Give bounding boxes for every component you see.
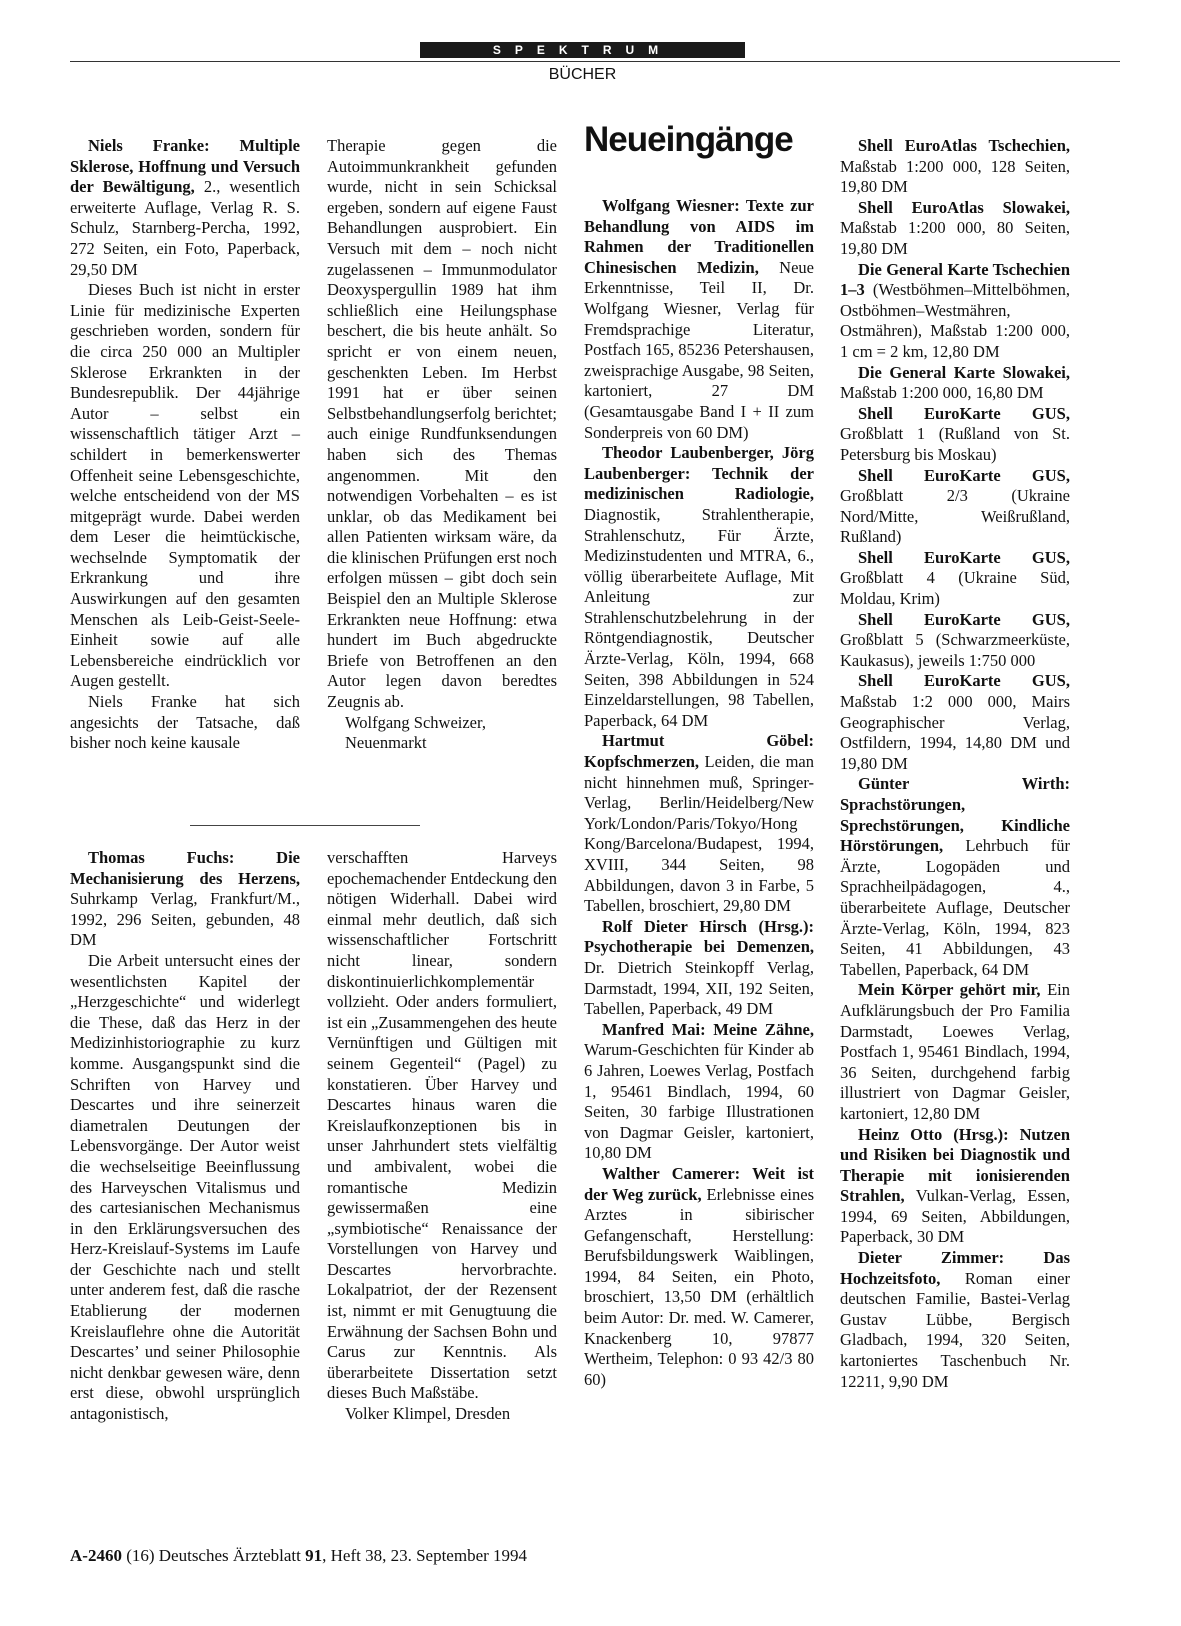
book-entry bbox=[840, 260, 1070, 363]
book-entry-title: Günter Wirth: Sprachstörungen, Sprechstörungen, Kindliche Hörstörungen, bbox=[840, 774, 1070, 856]
book-entry-details: Maßstab 1:2 000 000, Mairs Geographischer Verlag, Ostfildern, 1994, 14,80 DM und 19,80 DM bbox=[840, 692, 1070, 773]
page-number: A-2460 bbox=[70, 1546, 122, 1565]
book-entry-title: Die General Karte Slowakei, bbox=[858, 362, 1070, 382]
book-entry-title: Shell EuroKarte GUS, bbox=[858, 403, 1070, 423]
book-entry-title: Hartmut Göbel: Kopfschmerzen, bbox=[584, 731, 814, 772]
book-entry-details: Großblatt 5 (Schwarzmeerküste, Kaukasus), jeweils 1:750 000 bbox=[840, 630, 1070, 670]
review-separator bbox=[190, 825, 420, 826]
book-entry-details: Großblatt 2/3 (Ukraine Nord/Mitte, Weißrußland, Rußland) bbox=[840, 486, 1070, 547]
book-entry-title: Manfred Mai: Meine Zähne, bbox=[602, 1019, 814, 1039]
book-entry bbox=[840, 774, 1070, 980]
book-entry-details: Großblatt 4 (Ukraine Süd, Moldau, Krim) bbox=[840, 568, 1070, 609]
book-entry-details: Ein Aufklärungsbuch der Pro Familia Darmstadt, Loewes Verlag, Postfach 1, 95461 Bindlach, 1994, 36 Seiten, durchgehend farbig illustriert von Dagmar Geisler, kartoniert, 12,80 DM bbox=[840, 980, 1070, 1123]
book-entry bbox=[840, 980, 1070, 1124]
book-entry bbox=[840, 136, 1070, 198]
book-entry-details: Maßstab 1:200 000, 128 Seiten, 19,80 DM bbox=[840, 156, 1070, 197]
page-footer bbox=[70, 1546, 527, 1566]
review-2-col-a bbox=[70, 848, 300, 1425]
page-heading: Neueingänge bbox=[584, 120, 793, 159]
book-entry bbox=[840, 1125, 1070, 1249]
book-entry-details: Roman einer deutschen Familie, Bastei-Verlag Gustav Lübbe, Bergisch Gladbach, 1994, 320 Seiten, kartoniertes Taschenbuch Nr. 12211, 9,90 DM bbox=[840, 1268, 1070, 1391]
book-entry-title: Shell EuroKarte GUS, bbox=[858, 547, 1070, 567]
new-arrivals-col-4 bbox=[840, 136, 1070, 1392]
book-entry-title: Mein Körper gehört mir, bbox=[858, 980, 1041, 1000]
book-entry-title: Shell EuroKarte GUS, bbox=[858, 465, 1070, 485]
book-entry bbox=[840, 1248, 1070, 1392]
review-2-citation bbox=[70, 848, 300, 951]
book-entry bbox=[840, 198, 1070, 260]
book-entry-details: (Westböhmen–Mittelböhmen, Ostböhmen–Westmähren, Ostmähren), Maßstab 1:200 000, 1 cm = 2 km, 12,80 DM bbox=[840, 280, 1070, 361]
book-entry-title: Rolf Dieter Hirsch (Hrsg.): Psychotherapie bei Demenzen, bbox=[584, 916, 814, 957]
book-entry-details: Vulkan-Verlag, Essen, 1994, 69 Seiten, Abbildungen, Paperback, 30 DM bbox=[840, 1186, 1070, 1247]
review-1-col-a bbox=[70, 136, 300, 754]
book-entry bbox=[584, 1164, 814, 1391]
book-entry-details: Maßstab 1:200 000, 16,80 DM bbox=[840, 383, 1044, 403]
book-entry bbox=[840, 363, 1070, 404]
review-2-title: Thomas Fuchs: Die Mechanisierung des Herzens, bbox=[70, 848, 300, 888]
book-entry-details: Lehrbuch für Ärzte, Logopäden und Sprachheilpädagogen, 4., überarbeitete Auflage, Deutscher Ärzte-Verlag, Köln, 1994, 823 Seiten, 41 Abbildungen, 43 Tabellen, Paperback, 64 DM bbox=[840, 836, 1070, 979]
book-entry-title: Shell EuroKarte GUS, bbox=[858, 609, 1070, 629]
review-1-signature-place: Neuenmarkt bbox=[345, 733, 427, 753]
footer-issue-date: , Heft 38, 23. September 1994 bbox=[322, 1546, 528, 1565]
book-entry bbox=[584, 196, 814, 443]
review-1-signature: Wolfgang Schweizer, bbox=[345, 712, 486, 732]
book-entry bbox=[840, 671, 1070, 774]
section-banner: SPEKTRUM bbox=[420, 42, 745, 58]
review-1-title: Niels Franke: Multiple Sklerose, Hoffnung und Versuch der Bewältigung, bbox=[70, 136, 300, 197]
book-entry-title: Theodor Laubenberger, Jörg Laubenberger: Technik der medizinischen Radiologie, bbox=[584, 443, 814, 504]
book-entry-title: Walther Camerer: Weit ist der Weg zurück, bbox=[584, 1163, 814, 1204]
book-entry bbox=[840, 610, 1070, 672]
book-entry-details: Diagnostik, Strahlentherapie, Strahlenschutz, Für Ärzte, Medizinstudenten und MTRA, 6., völlig überarbeitete Auflage, Mit Anleitung zur Strahlenschutzbelehrung in der Röntgendiagnostik, Deutscher Ärzte-Verlag, Köln, 1994, 668 Seiten, 398 Abbildungen in 524 Einzeldarstellungen, 98 Tabellen, Paperback, 64 DM bbox=[584, 504, 814, 730]
book-entry bbox=[840, 548, 1070, 610]
footer-journal: (16) Deutsches Ärzteblatt bbox=[121, 1546, 306, 1565]
review-1-paragraph: Niels Franke hat sich angesichts der Tatsache, daß bisher noch keine kausale bbox=[70, 692, 300, 753]
new-arrivals-col-3 bbox=[584, 196, 814, 1390]
book-entry bbox=[584, 1020, 814, 1164]
book-entry-title: Die General Karte Tschechien 1–3 bbox=[840, 259, 1070, 300]
book-entry-details: Neue Erkenntnisse, Teil II, Dr. Wolfgang Wiesner, Verlag für Fremdsprachige Literatur, Postfach 165, 85236 Petershausen, zweisprachige Ausgabe, 98 Seiten, kartoniert, 27 DM (Gesamtausgabe Band I + II zum Sonderpreis von 60 DM) bbox=[584, 257, 814, 442]
review-1-meta: 2., wesentlich erweiterte Auflage, Verlag R. S. Schulz, Starnberg-Percha, 1992, 272 Seiten, ein Foto, Paperback, 29,50 DM bbox=[70, 177, 300, 279]
review-1-col-b bbox=[327, 136, 557, 754]
review-2-paragraph-continued: verschafften Harveys epochemachender Entdeckung den nötigen Widerhall. Dabei wird einmal mehr deutlich, daß sich wissenschaftlicher Fortschritt nicht linear, sondern diskontinuierlichkomplementär vollzieht. Oder anders formuliert, ist ein „Zusammengehen des heute Vernünftigen und Gültigen mit seinem Gegenteil“ (Pagel) zu konstatieren. Über Harvey und Descartes hinaus waren die Kreislaufkonzeptionen bis in unser Jahrhundert stets vielfältig und ambivalent, wobei die romantische Medizin gewissermaßen eine „symbiotische“ Renaissance der Vorstellungen von Harvey und Descartes hervorbrachte. Lokalpatriot, der der Rezensent ist, nimmt er mit Genugtuung die Erwähnung der Sachsen Bohn und Carus zur Kenntnis. Als überarbeitete Dissertation setzt dieses Buch Maßstäbe. bbox=[327, 848, 558, 1403]
review-1-citation bbox=[70, 136, 300, 280]
section-subtitle: BÜCHER bbox=[548, 66, 617, 83]
book-entry-details: Maßstab 1:200 000, 80 Seiten, 19,80 DM bbox=[840, 218, 1070, 258]
book-entry-title: Heinz Otto (Hrsg.): Nutzen und Risiken bei Diagnostik und Therapie mit ionisierenden Strahlen, bbox=[840, 1124, 1070, 1206]
book-entry bbox=[840, 404, 1070, 466]
review-2-meta: Suhrkamp Verlag, Frankfurt/M., 1992, 296 Seiten, gebunden, 48 DM bbox=[70, 889, 300, 950]
book-entry-title: Dieter Zimmer: Das Hochzeitsfoto, bbox=[840, 1248, 1070, 1288]
book-entry bbox=[584, 443, 814, 731]
review-2-signature: Volker Klimpel, Dresden bbox=[345, 1404, 511, 1424]
book-entry-details: Leiden, die man nicht hinnehmen muß, Springer-Verlag, Berlin/Heidelberg/New York/London/Paris/Tokyo/Hong Kong/Barcelona/Budapest, 1994, XVIII, 344 Seiten, 98 Abbildungen, davon 3 in Farbe, 5 Tabellen, broschiert, 29,80 DM bbox=[584, 752, 814, 916]
book-entry-title: Shell EuroAtlas Tschechien, bbox=[858, 136, 1070, 155]
book-entry bbox=[584, 917, 814, 1020]
header-rule bbox=[70, 61, 1120, 62]
review-2-paragraph: Die Arbeit untersucht eines der wesentlichsten Kapitel der „Herzgeschichte“ und widerlegt die These, daß das Herz in der Medizinhistoriographie zu kurz komme. Ausgangspunkt sind die Schriften von Harvey und Descartes und ihre seinerzeit diametralen Deutungen der Lebensvorgänge. Der Autor weist die wechselseitige Beeinflussung des Harveyschen Vitalismus und des cartesianischen Mechanismus in den Erklärungsversuchen des Herz-Kreislauf-Systems im Laufe der Geschichte nach und stellt unter anderem fest, daß die rasche Etablierung der modernen Kreislauflehre ohne die Autorität Descartes’ und seiner Philosophie nicht denkbar gewesen wäre, denn erst diese, obwohl ursprünglich antagonistisch, bbox=[70, 950, 300, 1424]
review-1-paragraph: Dieses Buch ist nicht in erster Linie für medizinische Experten geschrieben worden, sondern für die circa 250 000 an Multipler Sklerose Erkrankten in der Bundesrepublik. Der 44jährige Autor – selbst ein wissenschaftlich tätiger Arzt – schildert in bemerkenswerter Offenheit seine Lebensgeschichte, welche entscheidend von der MS mitgeprägt wurde. Dabei werden dem Leser die heimtückische, wechselnde Symptomatik der Erkrankung und ihre Auswirkungen auf den gesamten Menschen als Leib-Geist-Seele-Einheit sowie auf alle Lebensbereiche eindrücklich vor Augen gestellt. bbox=[70, 280, 300, 691]
review-2-col-b bbox=[327, 848, 557, 1425]
book-entry-details: Warum-Geschichten für Kinder ab 6 Jahren, Loewes Verlag, Postfach 1, 95461 Bindlach, 1994, 60 Seiten, 30 farbige Illustrationen von Dagmar Geisler, kartoniert, 10,80 DM bbox=[584, 1040, 814, 1163]
book-entry-details: Erlebnisse eines Arztes in sibirischer Gefangenschaft, Herstellung: Berufsbildungswerk Waiblingen, 1994, 84 Seiten, ein Photo, broschiert, 13,50 DM (erhältlich beim Autor: Dr. med. W. Camerer, Knackenberg 10, 97877 Wertheim, Telephon: 0 93 42/3 80 60) bbox=[584, 1184, 814, 1389]
book-entry-title: Wolfgang Wiesner: Texte zur Behandlung von AIDS im Rahmen der Traditionellen Chinesischen Medizin, bbox=[584, 196, 814, 277]
book-entry-details: Großblatt 1 (Rußland von St. Petersburg bis Moskau) bbox=[840, 424, 1070, 464]
book-entry bbox=[584, 731, 814, 916]
book-entry-title: Shell EuroKarte GUS, bbox=[858, 671, 1070, 691]
book-entry-title: Shell EuroAtlas Slowakei, bbox=[858, 197, 1070, 217]
footer-volume: 91 bbox=[305, 1546, 323, 1565]
book-entry bbox=[840, 466, 1070, 548]
review-1-paragraph-continued: Therapie gegen die Autoimmunkrankheit gefunden wurde, nicht in sein Schicksal ergeben, sondern auf eigene Faust Behandlungen ausprobiert. Ein Versuch mit dem – noch nicht zugelassenen – Immunmodulator Deoxyspergullin 1989 hat ihm schließlich eine Heilungsphase beschert, die bis heute anhält. So spricht er von einem neuen, geschenkten Leben. Im Herbst 1991 hat er über seinen Selbstbehandlungserfolg berichtet; auch einige Rundfunksendungen haben sich des Themas angenommen. Mit den notwendigen Vorbehalten – es ist unklar, ob das Medikament bei allen Patienten wirksam wäre, da die klinischen Prüfungen erst noch erfolgen müssen – gibt doch sein Beispiel den an Multiple Sklerose Erkrankten neue Hoffnung: etwa hundert im Buch abgedruckte Briefe von Betroffenen an den Autor legen davon beredtes Zeugnis ab. bbox=[327, 136, 557, 712]
book-entry-details: Dr. Dietrich Steinkopff Verlag, Darmstadt, 1994, XII, 192 Seiten, Tabellen, Paperback, 49 DM bbox=[584, 957, 814, 1019]
